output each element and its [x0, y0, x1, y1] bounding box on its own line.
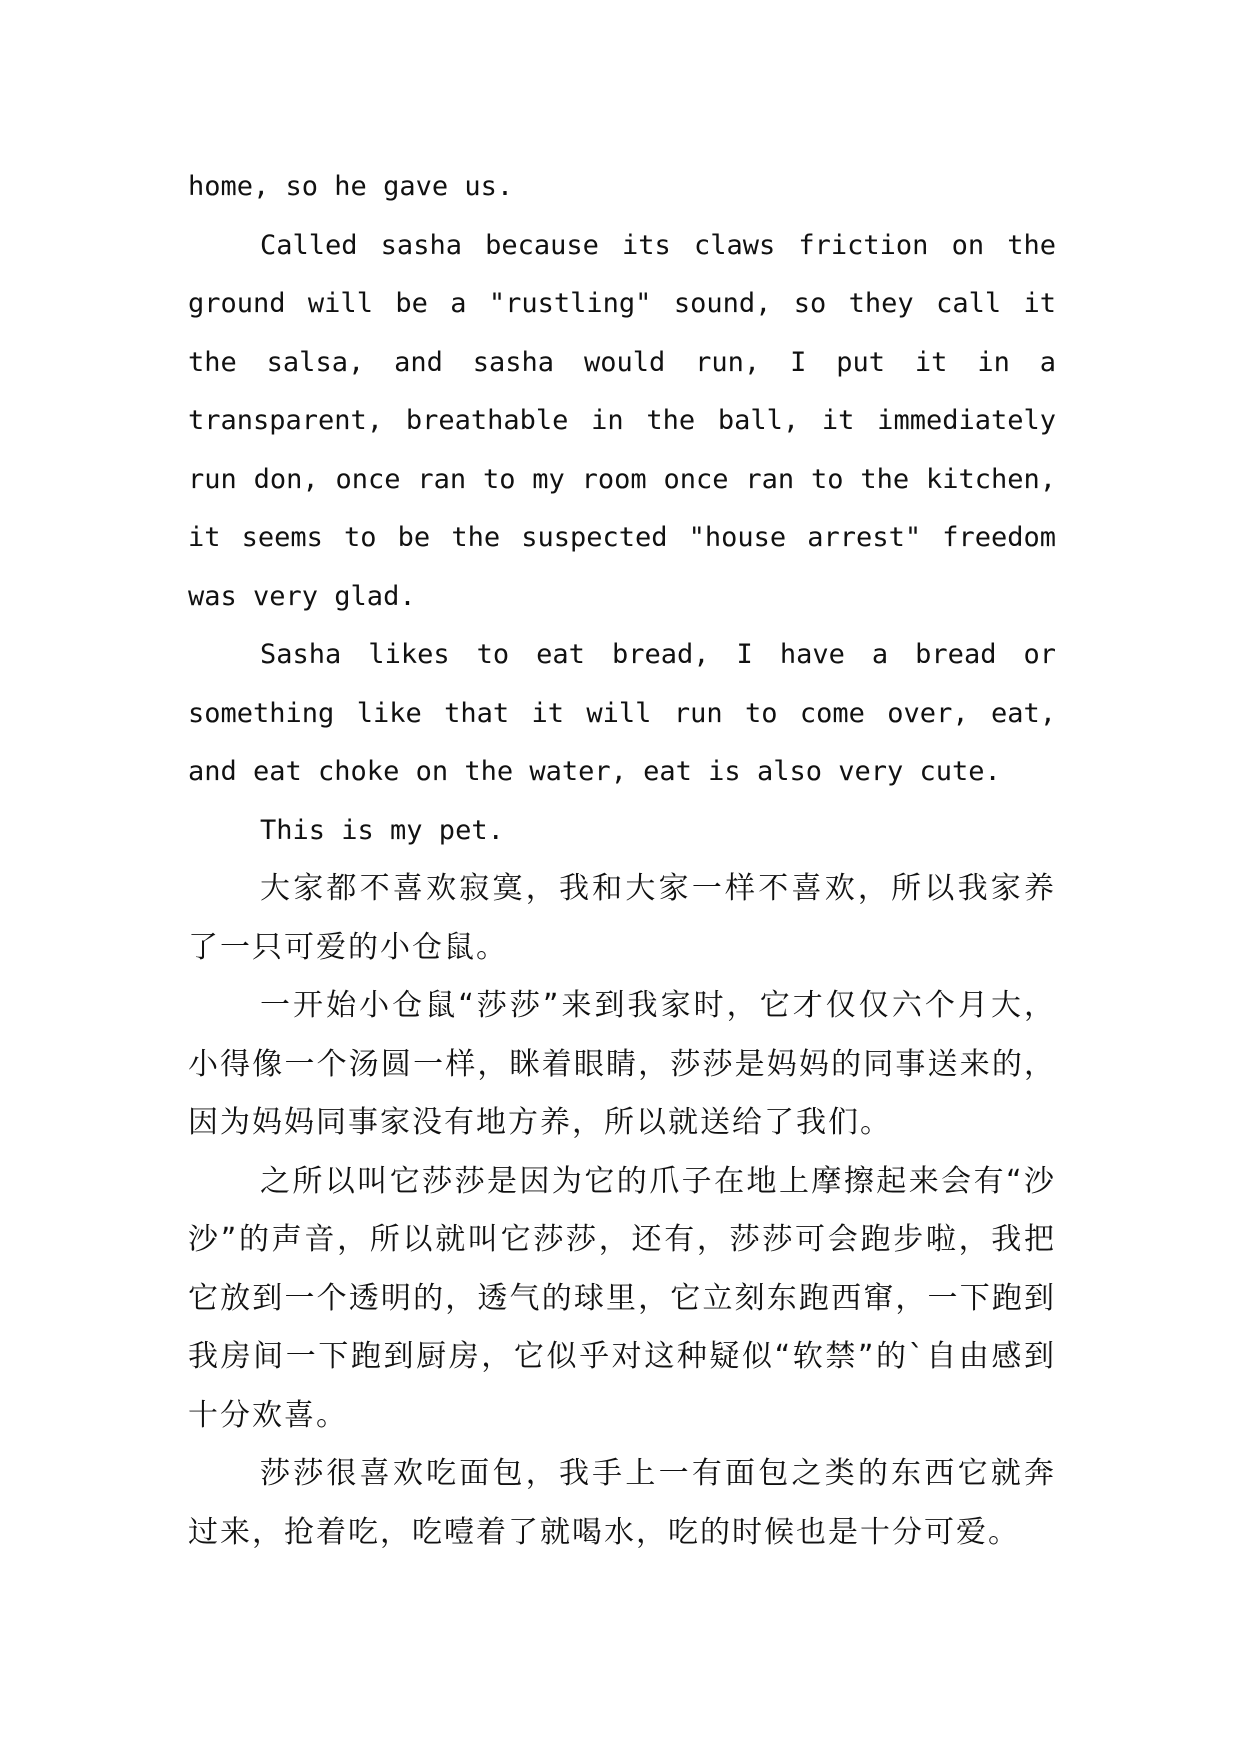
en-paragraph-4: This is my pet.: [260, 814, 504, 846]
cn-paragraph-2: 一开始小仓鼠“莎莎”来到我家时，它才仅仅六个月大，小得像一个汤圆一样，眯着眼睛，莎莎是妈妈的同事送来的，因为妈妈同事家没有地方养，所以就送给了我们。: [188, 988, 1056, 1140]
en-paragraph-2: Called sasha because its claws friction on the ground will be a "rustling" sound, so they call it the salsa, and sasha would run, I put it in a transparent, breathable in the ball, it immediately run don, once ran to my room once ran to the kitchen, it seems to be the suspected "house arrest" freedom was very glad.: [188, 229, 1056, 612]
cn-paragraph-4: 莎莎很喜欢吃面包，我手上一有面包之类的东西它就奔过来，抢着吃，吃噎着了就喝水，吃的时候也是十分可爱。: [188, 1456, 1056, 1550]
document-body: [188, 158, 1056, 1562]
cn-paragraph-3: 之所以叫它莎莎是因为它的爪子在地上摩擦起来会有“沙沙”的声音，所以就叫它莎莎，还有，莎莎可会跑步啦，我把它放到一个透明的，透气的球里，它立刻东跑西窜，一下跑到我房间一下跑到厨房，它似乎对这种疑似“软禁”的`自由感到十分欢喜。: [188, 1163, 1056, 1433]
cn-paragraph-1: 大家都不喜欢寂寞，我和大家一样不喜欢，所以我家养了一只可爱的小仓鼠。: [188, 871, 1056, 965]
en-paragraph-3: Sasha likes to eat bread, I have a bread or something like that it will run to come over, eat, and eat choke on the water, eat is also very cute.: [188, 639, 1056, 787]
en-paragraph-1: home, so he gave us.: [188, 171, 514, 202]
